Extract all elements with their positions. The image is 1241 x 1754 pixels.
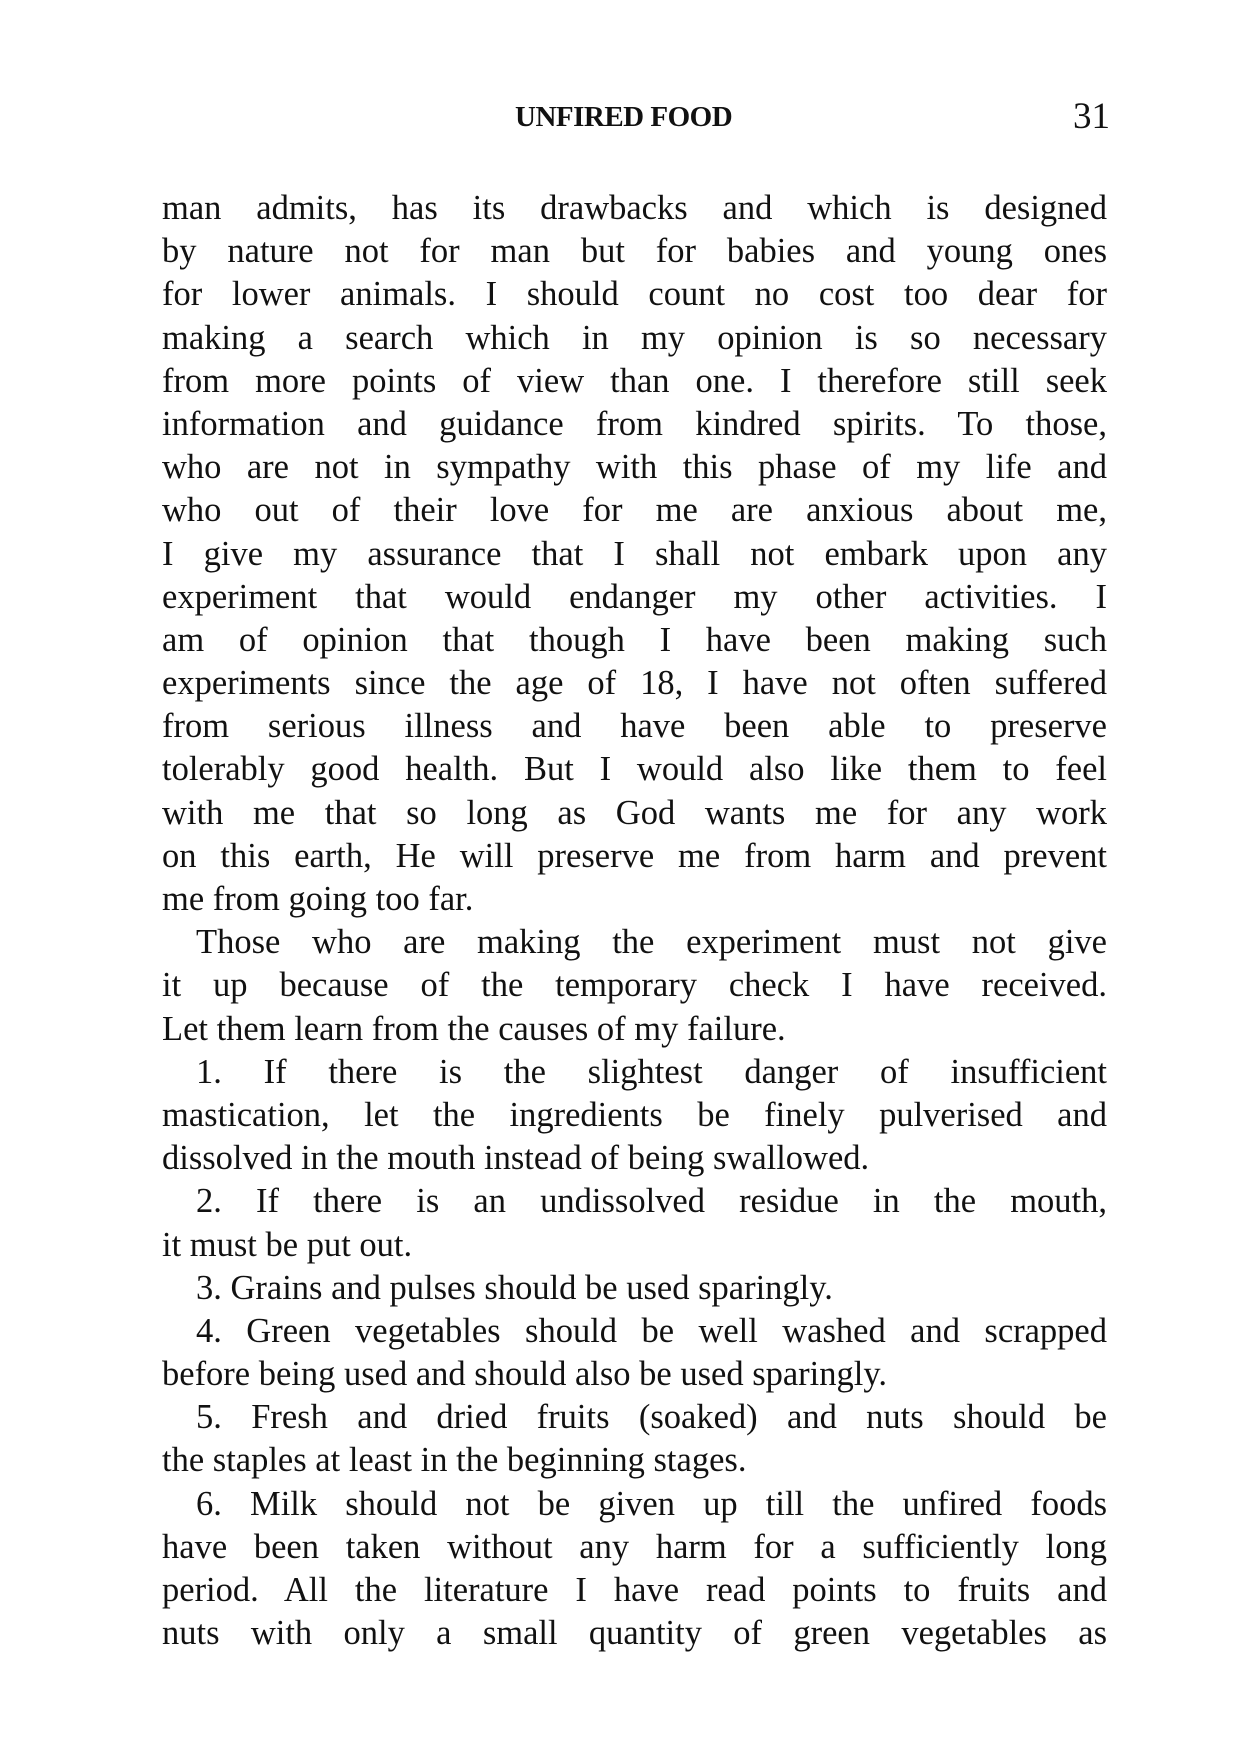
text-line: Those who are making the experiment must not give [196, 923, 1107, 962]
text-line: making a search which in my opinion is so necessary [162, 318, 1107, 357]
text-line: 5. Fresh and dried fruits (soaked) and nuts should be [196, 1398, 1107, 1437]
text-line: man admits, has its drawbacks and which is designed [162, 189, 1107, 227]
text-line: from more points of view than one. I therefore still seek [162, 361, 1107, 400]
text-line: Let them learn from the causes of my failure. [162, 1009, 786, 1048]
text-line: dissolved in the mouth instead of being swallowed. [162, 1139, 870, 1178]
text-line: by nature not for man but for babies and young ones [162, 232, 1107, 271]
text-line: am of opinion that though I have been making such [162, 620, 1107, 659]
text-line: I give my assurance that I shall not embark upon any [162, 534, 1107, 573]
text-line: experiment that would endanger my other activities. I [162, 577, 1107, 616]
body-text [162, 187, 1107, 1655]
text-line: the staples at least in the beginning stages. [162, 1441, 747, 1480]
text-line: experiments since the age of 18, I have not often suffered [162, 664, 1107, 703]
text-line: for lower animals. I should count no cost too dear for [162, 275, 1107, 314]
text-line: it up because of the temporary check I have received. [162, 966, 1107, 1005]
text-line: period. All the literature I have read points to fruits and [162, 1571, 1107, 1609]
text-line: before being used and should also be used sparingly. [162, 1355, 887, 1394]
text-line: it must be put out. [162, 1225, 413, 1264]
text-line: have been taken without any harm for a sufficiently long [162, 1527, 1107, 1566]
running-head [160, 95, 1110, 145]
text-line: information and guidance from kindred spirits. To those, [162, 404, 1107, 443]
text-line: with me that so long as God wants me for any work [162, 793, 1107, 832]
text-line: 4. Green vegetables should be well washed and scrapped [196, 1311, 1107, 1350]
text-line: me from going too far. [162, 880, 474, 918]
text-line: who are not in sympathy with this phase of my life and [162, 448, 1107, 487]
running-title: UNFIRED FOOD [515, 101, 733, 133]
text-line: 3. Grains and pulses should be used sparingly. [196, 1268, 833, 1307]
text-line: who out of their love for me are anxious about me, [162, 491, 1107, 530]
text-line: nuts with only a small quantity of green vegetables as [162, 1614, 1107, 1653]
text-line: on this earth, He will preserve me from harm and prevent [162, 836, 1107, 875]
text-line: 1. If there is the slightest danger of insufficient [196, 1052, 1107, 1091]
page-number: 31 [1073, 96, 1110, 137]
text-line: 6. Milk should not be given up till the unfired foods [196, 1484, 1107, 1523]
text-line: 2. If there is an undissolved residue in the mouth, [196, 1182, 1107, 1221]
text-line: from serious illness and have been able to preserve [162, 707, 1107, 746]
text-line: mastication, let the ingredients be finely pulverised and [162, 1095, 1107, 1134]
text-line: tolerably good health. But I would also like them to feel [162, 750, 1107, 789]
